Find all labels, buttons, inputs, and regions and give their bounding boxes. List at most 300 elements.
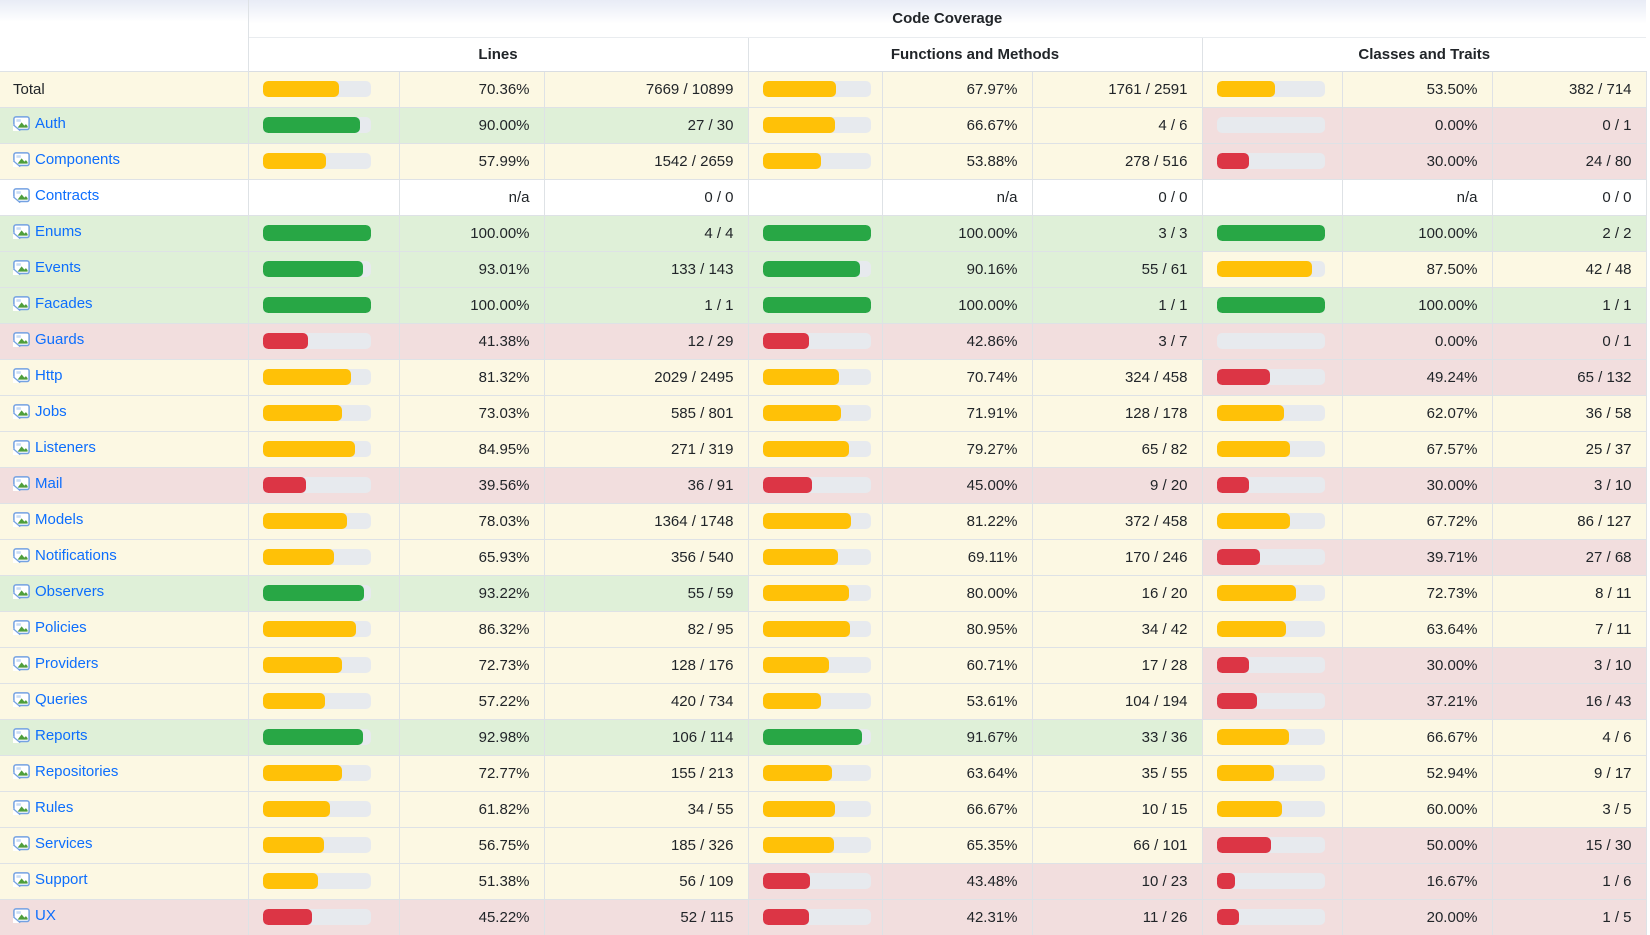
coverage-bar-track (263, 225, 371, 241)
coverage-bar-fill (263, 657, 342, 673)
item-link[interactable] (13, 223, 82, 240)
coverage-bar-fill (263, 585, 364, 601)
coverage-bar-track (763, 801, 871, 817)
broken-image-icon (13, 692, 30, 707)
classes-ratio: 16 / 43 (1492, 683, 1646, 719)
classes-percent: 53.50% (1342, 71, 1492, 107)
functions-bar-cell (748, 899, 882, 935)
broken-image-icon (13, 368, 30, 383)
lines-percent: 78.03% (399, 503, 544, 539)
lines-ratio: 4 / 4 (544, 215, 748, 251)
classes-ratio: 382 / 714 (1492, 71, 1646, 107)
coverage-bar-fill (763, 297, 871, 313)
table-row (0, 683, 1646, 719)
classes-bar-cell (1202, 251, 1342, 287)
item-link[interactable] (13, 331, 84, 348)
item-link[interactable] (13, 151, 120, 168)
classes-percent: 0.00% (1342, 107, 1492, 143)
classes-ratio: 24 / 80 (1492, 143, 1646, 179)
item-label: Components (35, 151, 121, 168)
lines-bar-cell (248, 107, 399, 143)
coverage-bar-fill (1217, 693, 1257, 709)
classes-percent: 87.50% (1342, 251, 1492, 287)
classes-ratio: 0 / 1 (1492, 323, 1646, 359)
functions-percent: 66.67% (882, 791, 1032, 827)
item-link[interactable] (13, 115, 66, 132)
item-link[interactable] (13, 583, 104, 600)
coverage-bar-track (1217, 837, 1325, 853)
functions-percent: 42.86% (882, 323, 1032, 359)
item-link[interactable] (13, 439, 96, 456)
coverage-bar-track (263, 513, 371, 529)
functions-bar-cell (748, 719, 882, 755)
lines-bar-cell (248, 791, 399, 827)
item-label: Total (13, 80, 45, 98)
classes-percent: 30.00% (1342, 467, 1492, 503)
lines-percent: n/a (399, 179, 544, 215)
coverage-bar-fill (1217, 405, 1284, 421)
functions-percent: 53.61% (882, 683, 1032, 719)
functions-ratio: 1761 / 2591 (1032, 71, 1202, 107)
lines-ratio: 7669 / 10899 (544, 71, 748, 107)
classes-bar-cell (1202, 287, 1342, 323)
lines-percent: 93.01% (399, 251, 544, 287)
coverage-bar-fill (263, 225, 371, 241)
functions-percent: 42.31% (882, 899, 1032, 935)
coverage-bar-fill (263, 441, 355, 457)
broken-image-icon (13, 836, 30, 851)
functions-bar-cell (748, 791, 882, 827)
lines-bar-cell (248, 431, 399, 467)
coverage-bar-track (263, 81, 371, 97)
classes-ratio: 3 / 10 (1492, 467, 1646, 503)
coverage-bar-fill (1217, 81, 1275, 97)
classes-bar-cell (1202, 863, 1342, 899)
lines-percent: 57.99% (399, 143, 544, 179)
item-link[interactable] (13, 547, 117, 564)
functions-percent: 66.67% (882, 107, 1032, 143)
lines-ratio: 27 / 30 (544, 107, 748, 143)
table-row (0, 827, 1646, 863)
item-label: Policies (35, 619, 87, 636)
classes-percent: 62.07% (1342, 395, 1492, 431)
broken-image-icon (13, 116, 30, 131)
table-row (0, 575, 1646, 611)
table-row (0, 899, 1646, 935)
coverage-bar-fill (263, 297, 371, 313)
functions-bar-cell (748, 287, 882, 323)
functions-percent: 80.00% (882, 575, 1032, 611)
item-link[interactable] (13, 511, 83, 528)
item-link[interactable] (13, 907, 56, 924)
coverage-bar-fill (763, 729, 862, 745)
functions-ratio: 10 / 15 (1032, 791, 1202, 827)
coverage-bar-fill (763, 405, 841, 421)
classes-bar-cell (1202, 575, 1342, 611)
table-header-row-top (0, 0, 1646, 37)
item-link[interactable] (13, 295, 93, 312)
item-name-cell (0, 143, 248, 179)
item-link[interactable] (13, 187, 99, 204)
classes-ratio: 1 / 6 (1492, 863, 1646, 899)
functions-bar-cell (748, 251, 882, 287)
coverage-bar-track (1217, 621, 1325, 637)
coverage-bar-track (263, 693, 371, 709)
lines-ratio: 128 / 176 (544, 647, 748, 683)
classes-ratio: 86 / 127 (1492, 503, 1646, 539)
item-label: Mail (35, 475, 63, 492)
lines-percent: 100.00% (399, 287, 544, 323)
coverage-bar-fill (263, 549, 334, 565)
broken-image-icon (13, 512, 30, 527)
item-name-cell (0, 251, 248, 287)
coverage-bar-track (763, 657, 871, 673)
coverage-bar-fill (1217, 153, 1249, 169)
coverage-bar-track (1217, 873, 1325, 889)
classes-bar-cell (1202, 107, 1342, 143)
broken-image-icon (13, 656, 30, 671)
item-name-cell (0, 215, 248, 251)
lines-bar-cell (248, 503, 399, 539)
coverage-bar-fill (763, 549, 838, 565)
functions-ratio: 33 / 36 (1032, 719, 1202, 755)
classes-ratio: 0 / 1 (1492, 107, 1646, 143)
functions-bar-cell (748, 431, 882, 467)
coverage-bar-track (263, 621, 371, 637)
lines-bar-cell (248, 215, 399, 251)
functions-ratio: 66 / 101 (1032, 827, 1202, 863)
coverage-bar-track (263, 837, 371, 853)
item-label: Facades (35, 295, 93, 312)
item-link[interactable] (13, 727, 88, 744)
table-row (0, 395, 1646, 431)
functions-bar-cell (748, 143, 882, 179)
functions-bar-cell (748, 647, 882, 683)
coverage-bar-track (263, 549, 371, 565)
functions-ratio: 1 / 1 (1032, 287, 1202, 323)
item-label: Support (35, 871, 88, 888)
item-label: Listeners (35, 439, 96, 456)
coverage-bar-fill (1217, 837, 1271, 853)
coverage-bar-track (763, 477, 871, 493)
broken-image-icon (13, 800, 30, 815)
coverage-bar-track (263, 801, 371, 817)
item-link[interactable] (13, 655, 98, 672)
coverage-bar-fill (263, 621, 356, 637)
lines-percent: 41.38% (399, 323, 544, 359)
classes-bar-cell (1202, 827, 1342, 863)
functions-bar-cell (748, 215, 882, 251)
classes-bar-cell (1202, 323, 1342, 359)
lines-bar-cell (248, 179, 399, 215)
classes-ratio: 65 / 132 (1492, 359, 1646, 395)
lines-bar-cell (248, 539, 399, 575)
item-name-cell (0, 359, 248, 395)
total-label (13, 81, 45, 98)
coverage-bar-track (263, 477, 371, 493)
table-row (0, 107, 1646, 143)
item-link[interactable] (13, 799, 73, 816)
coverage-bar-track (263, 153, 371, 169)
coverage-bar-fill (263, 333, 308, 349)
lines-percent: 84.95% (399, 431, 544, 467)
coverage-bar-fill (763, 333, 809, 349)
coverage-bar-fill (763, 657, 829, 673)
functions-ratio: 3 / 3 (1032, 215, 1202, 251)
coverage-bar-fill (1217, 549, 1260, 565)
coverage-bar-track (1217, 117, 1325, 133)
coverage-bar-fill (263, 369, 351, 385)
broken-image-icon (13, 764, 30, 779)
lines-ratio: 1364 / 1748 (544, 503, 748, 539)
item-label: Repositories (35, 763, 119, 780)
broken-image-icon (13, 620, 30, 635)
lines-ratio: 56 / 109 (544, 863, 748, 899)
lines-ratio: 34 / 55 (544, 791, 748, 827)
classes-bar-cell (1202, 359, 1342, 395)
lines-ratio: 585 / 801 (544, 395, 748, 431)
coverage-bar-fill (263, 117, 360, 133)
coverage-bar-fill (263, 513, 347, 529)
broken-image-icon (13, 476, 30, 491)
classes-bar-cell (1202, 143, 1342, 179)
lines-ratio: 52 / 115 (544, 899, 748, 935)
coverage-bar-fill (263, 153, 326, 169)
table-row (0, 647, 1646, 683)
functions-percent: 71.91% (882, 395, 1032, 431)
coverage-bar-track (763, 369, 871, 385)
coverage-bar-fill (1217, 225, 1325, 241)
functions-percent: 60.71% (882, 647, 1032, 683)
item-label: Models (35, 511, 84, 528)
lines-bar-cell (248, 719, 399, 755)
item-link[interactable] (13, 871, 88, 888)
table-row (0, 71, 1646, 107)
item-label: Events (35, 259, 81, 276)
functions-bar-cell (748, 395, 882, 431)
coverage-bar-track (763, 729, 871, 745)
coverage-bar-fill (763, 765, 832, 781)
coverage-bar-fill (1217, 477, 1249, 493)
classes-percent: 37.21% (1342, 683, 1492, 719)
broken-image-icon (13, 548, 30, 563)
lines-bar-cell (248, 467, 399, 503)
item-name-cell (0, 539, 248, 575)
coverage-bar-track (1217, 477, 1325, 493)
functions-percent: 65.35% (882, 827, 1032, 863)
coverage-bar-fill (763, 513, 851, 529)
functions-percent: 81.22% (882, 503, 1032, 539)
coverage-bar-fill (763, 477, 812, 493)
coverage-bar-fill (263, 261, 363, 277)
table-row (0, 431, 1646, 467)
lines-percent: 72.77% (399, 755, 544, 791)
classes-ratio: 7 / 11 (1492, 611, 1646, 647)
coverage-bar-fill (763, 873, 810, 889)
classes-bar-cell (1202, 755, 1342, 791)
functions-ratio: 16 / 20 (1032, 575, 1202, 611)
functions-ratio: 65 / 82 (1032, 431, 1202, 467)
coverage-bar-track (1217, 513, 1325, 529)
functions-percent: 91.67% (882, 719, 1032, 755)
coverage-bar-fill (1217, 729, 1289, 745)
coverage-bar-track (263, 405, 371, 421)
page-title: Code Coverage (248, 0, 1646, 37)
item-label: Reports (35, 727, 88, 744)
coverage-bar-fill (263, 765, 342, 781)
corner-header-cell (0, 0, 248, 71)
coverage-bar-fill (263, 693, 325, 709)
item-name-cell (0, 431, 248, 467)
classes-percent: 100.00% (1342, 215, 1492, 251)
coverage-bar-track (763, 405, 871, 421)
classes-percent: 67.72% (1342, 503, 1492, 539)
functions-percent: 79.27% (882, 431, 1032, 467)
item-link[interactable] (13, 259, 81, 276)
classes-ratio: 15 / 30 (1492, 827, 1646, 863)
functions-percent: 45.00% (882, 467, 1032, 503)
coverage-bar-track (763, 441, 871, 457)
item-name-cell (0, 179, 248, 215)
functions-bar-cell (748, 683, 882, 719)
classes-percent: 52.94% (1342, 755, 1492, 791)
coverage-bar-track (263, 297, 371, 313)
coverage-bar-track (1217, 369, 1325, 385)
classes-percent: 100.00% (1342, 287, 1492, 323)
coverage-bar-track (263, 657, 371, 673)
classes-ratio: 3 / 10 (1492, 647, 1646, 683)
item-name-cell (0, 683, 248, 719)
functions-ratio: 3 / 7 (1032, 323, 1202, 359)
coverage-bar-fill (263, 729, 363, 745)
item-link[interactable] (13, 403, 67, 420)
item-link[interactable] (13, 691, 88, 708)
classes-bar-cell (1202, 683, 1342, 719)
classes-ratio: 42 / 48 (1492, 251, 1646, 287)
broken-image-icon (13, 728, 30, 743)
item-name-cell (0, 863, 248, 899)
item-link[interactable] (13, 475, 63, 492)
item-label: Http (35, 367, 63, 384)
coverage-bar-track (1217, 909, 1325, 925)
broken-image-icon (13, 152, 30, 167)
broken-image-icon (13, 872, 30, 887)
item-label: Contracts (35, 187, 100, 204)
table-row (0, 215, 1646, 251)
coverage-bar-track (1217, 693, 1325, 709)
classes-bar-cell (1202, 179, 1342, 215)
lines-percent: 100.00% (399, 215, 544, 251)
coverage-bar-fill (763, 81, 836, 97)
lines-percent: 57.22% (399, 683, 544, 719)
coverage-bar-track (763, 693, 871, 709)
classes-bar-cell (1202, 503, 1342, 539)
classes-ratio: 0 / 0 (1492, 179, 1646, 215)
lines-bar-cell (248, 575, 399, 611)
functions-ratio: 17 / 28 (1032, 647, 1202, 683)
coverage-bar-track (263, 729, 371, 745)
classes-bar-cell (1202, 467, 1342, 503)
classes-bar-cell (1202, 71, 1342, 107)
coverage-bar-track (263, 909, 371, 925)
lines-ratio: 12 / 29 (544, 323, 748, 359)
table-row (0, 143, 1646, 179)
coverage-bar-fill (763, 909, 809, 925)
lines-bar-cell (248, 251, 399, 287)
coverage-bar-track (763, 117, 871, 133)
coverage-bar-track (763, 81, 871, 97)
coverage-bar-fill (1217, 765, 1274, 781)
classes-percent: 50.00% (1342, 827, 1492, 863)
functions-percent: 67.97% (882, 71, 1032, 107)
lines-ratio: 55 / 59 (544, 575, 748, 611)
lines-bar-cell (248, 863, 399, 899)
lines-percent: 81.32% (399, 359, 544, 395)
lines-bar-cell (248, 323, 399, 359)
functions-percent: 63.64% (882, 755, 1032, 791)
coverage-bar-fill (1217, 441, 1290, 457)
functions-ratio: 372 / 458 (1032, 503, 1202, 539)
item-name-cell (0, 791, 248, 827)
classes-percent: 20.00% (1342, 899, 1492, 935)
table-row (0, 467, 1646, 503)
item-label: Enums (35, 223, 82, 240)
lines-percent: 56.75% (399, 827, 544, 863)
coverage-bar-track (763, 873, 871, 889)
classes-bar-cell (1202, 647, 1342, 683)
lines-percent: 73.03% (399, 395, 544, 431)
lines-ratio: 133 / 143 (544, 251, 748, 287)
coverage-bar-fill (1217, 801, 1282, 817)
coverage-bar-track (263, 765, 371, 781)
lines-ratio: 1542 / 2659 (544, 143, 748, 179)
table-row (0, 251, 1646, 287)
item-link[interactable] (13, 763, 118, 780)
functions-ratio: 4 / 6 (1032, 107, 1202, 143)
coverage-bar-fill (763, 225, 871, 241)
item-link[interactable] (13, 367, 63, 384)
functions-ratio: 170 / 246 (1032, 539, 1202, 575)
column-group-header-functions: Functions and Methods (748, 37, 1202, 71)
coverage-bar-track (763, 765, 871, 781)
coverage-bar-track (763, 225, 871, 241)
classes-bar-cell (1202, 395, 1342, 431)
broken-image-icon (13, 296, 30, 311)
item-link[interactable] (13, 619, 87, 636)
item-label: Services (35, 835, 93, 852)
item-link[interactable] (13, 835, 93, 852)
coverage-bar-track (1217, 333, 1325, 349)
item-label: Guards (35, 331, 85, 348)
coverage-bar-fill (1217, 369, 1270, 385)
classes-bar-cell (1202, 899, 1342, 935)
coverage-bar-fill (263, 801, 330, 817)
lines-ratio: 106 / 114 (544, 719, 748, 755)
lines-percent: 45.22% (399, 899, 544, 935)
item-label: Providers (35, 655, 99, 672)
coverage-bar-fill (763, 117, 835, 133)
item-name-cell (0, 827, 248, 863)
functions-bar-cell (748, 539, 882, 575)
item-name-cell (0, 395, 248, 431)
item-label: Auth (35, 115, 66, 132)
lines-percent: 51.38% (399, 863, 544, 899)
functions-ratio: 35 / 55 (1032, 755, 1202, 791)
classes-bar-cell (1202, 539, 1342, 575)
item-name-cell (0, 575, 248, 611)
classes-percent: 30.00% (1342, 143, 1492, 179)
item-name-cell (0, 503, 248, 539)
